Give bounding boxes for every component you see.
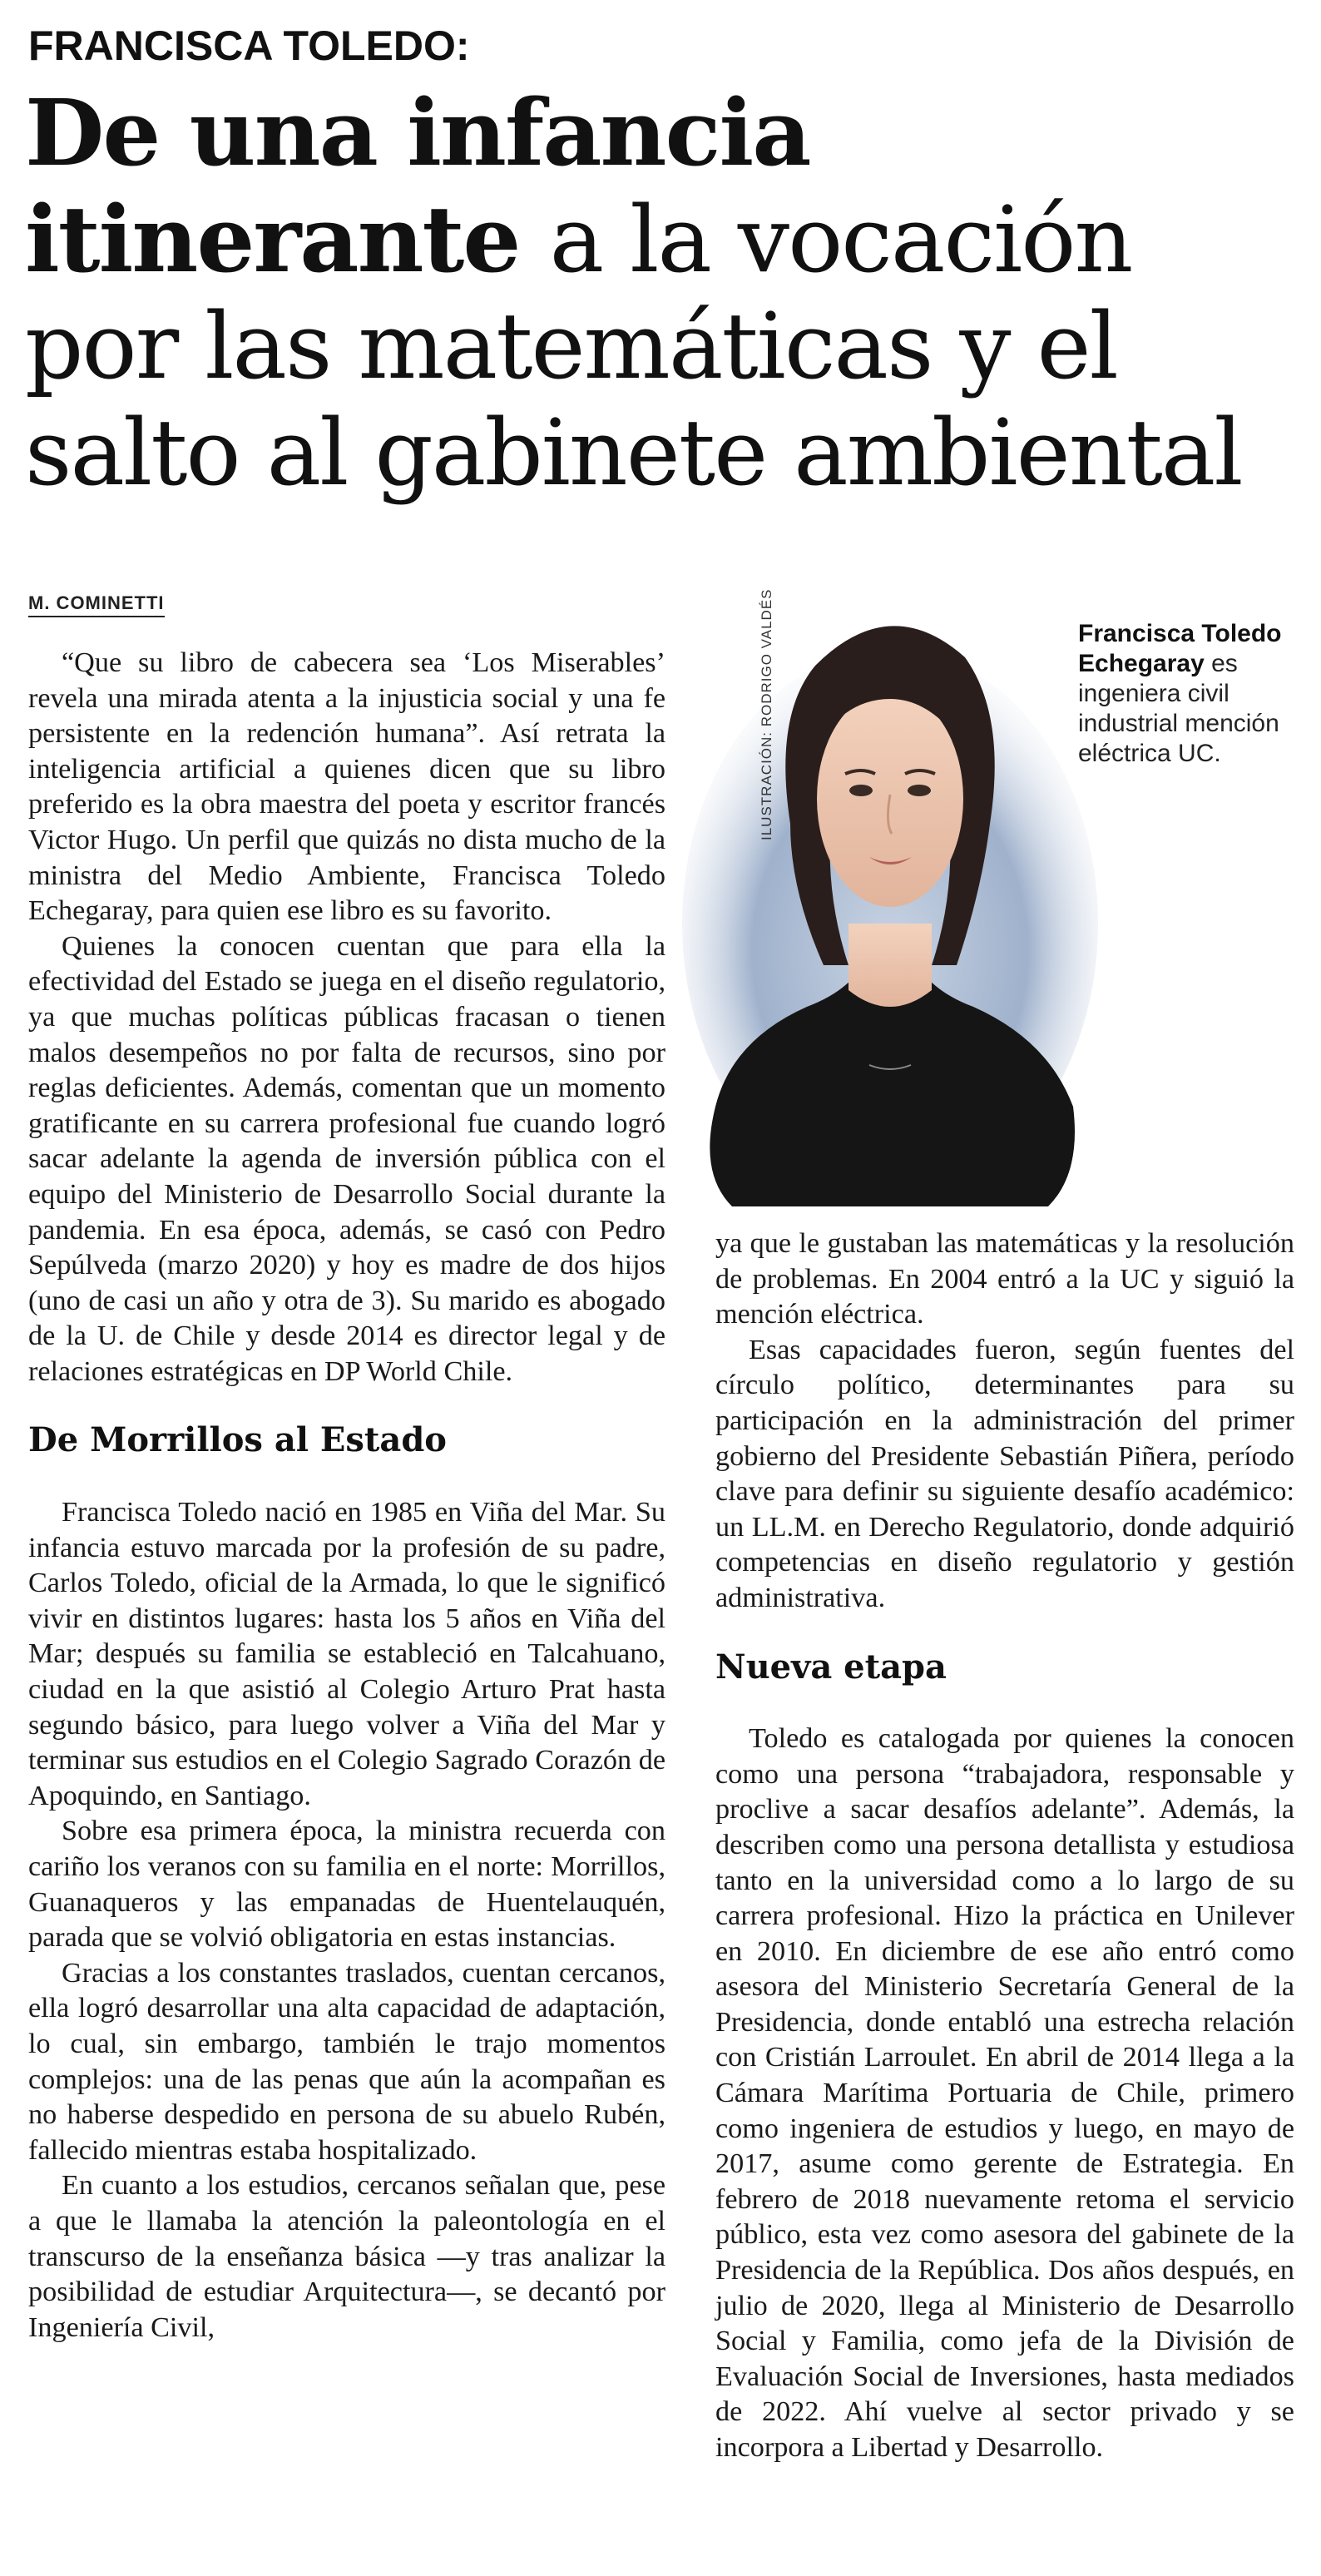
paragraph: Sobre esa primera época, la ministra recuerda con cariño los veranos con su familia en el norte: Morrillos, Guanaqueros y las empanadas de Huentelauquén, parada que se volvió obligatoria en estas instancias. xyxy=(28,1816,665,1954)
paragraph: “Que su libro de cabecera sea ‘Los Miserables’ revela una mirada atenta a la injusticia social y una fe persistente en la redención humana”. Así retrata la inteligencia artificial a quienes dicen que su libro preferido es la obra maestra del poeta y escritor francés Victor Hugo. Un perfil que quizás no dista mucho de la ministra del Medio Ambiente, Francisca Toledo Echegaray, para quien ese libro es su favorito. xyxy=(28,647,665,927)
headline-light: a la vocación por las matemáticas y el salto al gabinete ambiental xyxy=(25,186,1242,506)
paragraph: Quienes la conocen cuentan que para ella la efectividad del Estado se juega en el diseño regulatorio, ya que muchas políticas públicas fracasan o tienen malos desempeños no por falta de recursos, sino por reglas deficientes. Además, comentan que un momento gratificante en su carrera profesional fue cuando logró sacar adelante la agenda de inversión pública con el equipo del Ministerio de Desarrollo Social durante la pandemia. En esa época, además, se casó con Pedro Sepúlveda (marzo 2020) y hoy es madre de dos hijos (uno de casi un año y otra de 3). Su marido es abogado de la U. de Chile y desde 2014 es director legal y de relaciones estratégicas en DP World Chile. xyxy=(28,930,665,1387)
paragraph: En cuanto a los estudios, cercanos señalan que, pese a que le llamaba la atención la paleontología en el transcurso de la enseñanza básica —y tras analizar la posibilidad de estudiar Arquitectura—, se decantó por Ingeniería Civil, xyxy=(28,2170,665,2343)
paragraph: Francisca Toledo nació en 1985 en Viña del Mar. Su infancia estuvo marcada por la profesión de su padre, Carlos Toledo, oficial de la Armada, lo que le significó vivir en distintos lugares: hasta los 5 años en Viña del Mar; después su familia se estableció en Talcahuano, ciudad en la que asistió al Colegio Arturo Prat hasta segundo básico, para luego volver a Viña del Mar y terminar sus estudios en el Colegio Sagrado Corazón de Apoquindo, en Santiago. xyxy=(28,1497,665,1811)
headline xyxy=(25,80,1306,506)
paragraph: Toledo es catalogada por quienes la conocen como una persona “trabajadora, responsable y proclive a sacar desafíos adelante”. Además, la describen como una persona detallista y estudiosa tanto en la universidad como a lo largo de su carrera profesional. Hizo la práctica en Unilever en 2010. En diciembre de ese año entró como asesora del Ministerio Secretaría General de la Presidencia, donde entabló una estrecha relación con Cristián Larroulet. En abril de 2014 llega a la Cámara Marítima Portuaria de Chile, primero como ingeniera de estudios y luego, en mayo de 2017, asume como gerente de Estrategia. En febrero de 2018 nuevamente retoma el servicio público, esta vez como asesora del gabinete de la Presidencia de la República. Dos años después, en julio de 2020, llega al Ministerio de Desarrollo Social y Familia, como jefa de la División de Evaluación Social de Inversiones, hasta mediados de 2022. Ahí vuelve al sector privado y se incorpora a Libertad y Desarrollo. xyxy=(715,1723,1294,2463)
section-heading: Nueva etapa xyxy=(715,1647,947,1687)
article-column-2 xyxy=(715,1226,1294,2466)
caption-name: Francisca Toledo Echegaray xyxy=(1078,620,1282,677)
paragraph: Esas capacidades fueron, según fuentes del círculo político, determinantes para su participación en la administración del primer gobierno del Presidente Sebastián Piñera, período clave para definir su siguiente desafío académico: un LL.M. en Derecho Regulatorio, donde adquirió competencias en diseño regulatorio y gestión administrativa. xyxy=(715,1334,1294,1613)
illustration-credit: ILUSTRACIÓN: RODRIGO VALDÉS xyxy=(759,588,774,840)
portrait-illustration xyxy=(682,574,1098,1206)
headline-bold: De una infancia itinerante xyxy=(25,79,810,293)
caption-text: es ingeniera civil industrial mención eléctrica UC. xyxy=(1078,650,1279,767)
paragraph: Gracias a los constantes traslados, cuentan cercanos, ella logró desarrollar una alta capacidad de adaptación, lo cual, sin embargo, también le trajo momentos complejos: una de las penas que aún la acompañan es no haberse despedido en persona de su abuelo Rubén, fallecido mientras estaba hospitalizado. xyxy=(28,1957,665,2166)
section-heading: De Morrillos al Estado xyxy=(28,1420,447,1460)
kicker: FRANCISCA TOLEDO: xyxy=(28,22,470,69)
paragraph: ya que le gustaban las matemáticas y la resolución de problemas. En 2004 entró a la UC y siguió la mención eléctrica. xyxy=(715,1228,1294,1330)
article-column-1 xyxy=(28,646,665,2346)
photo-caption xyxy=(1078,619,1303,769)
byline: M. COMINETTI xyxy=(28,592,165,617)
